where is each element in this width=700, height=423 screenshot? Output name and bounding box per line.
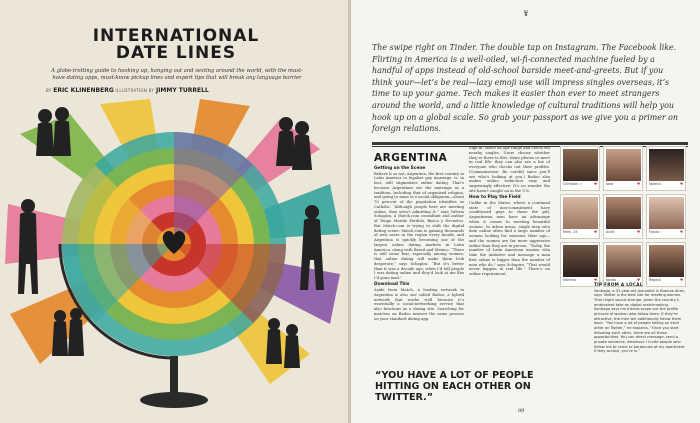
heart-icon: ♥ <box>593 182 597 186</box>
profile-card[interactable] <box>646 242 686 287</box>
heart-icon: ♥ <box>593 230 597 234</box>
subhead-download-this: Download This <box>374 282 410 288</box>
profile-card[interactable] <box>603 194 643 239</box>
heart-icon: ♥ <box>679 278 683 282</box>
heart-icon: ♥ <box>593 278 597 282</box>
page-number: 89 <box>518 408 525 414</box>
profile-name: Regina <box>649 278 661 282</box>
profile-name: Flavia <box>649 230 659 234</box>
tip-title: TIP FROM A LOCAL <box>594 282 643 287</box>
profile-name: Martina <box>563 278 576 282</box>
body-paragraph: Aside from Match, a leading network in Argentina is also one called Badoo, a hybrid network that works well because it’s essentially a social-networking service that also functions as a dating site. Searching for matches on Badoo mirrors the same process on your standard dating app. <box>374 288 464 321</box>
profile-name: Valeria <box>649 182 661 186</box>
profile-card[interactable] <box>560 146 600 191</box>
profile-photo <box>606 197 641 229</box>
heart-icon: ♥ <box>636 182 640 186</box>
tip-sidebar <box>594 283 686 354</box>
profile-card[interactable] <box>603 146 643 191</box>
profile-name: Iana <box>606 182 614 186</box>
country-heading: ARGENTINA <box>374 152 448 164</box>
heart-icon: ♥ <box>636 278 640 282</box>
body-column-2 <box>469 146 550 278</box>
profile-photo <box>563 245 598 277</box>
profile-card[interactable] <box>646 146 686 191</box>
subhead-getting-on-scene: Getting on the Scene <box>374 165 426 171</box>
globe-illustration <box>0 94 348 423</box>
title-line-2: DATE LINES <box>115 43 237 63</box>
heart-icon: ♥ <box>679 182 683 186</box>
title-line-1: INTERNATIONAL <box>92 26 260 46</box>
section-rule <box>372 142 688 145</box>
profile-card[interactable] <box>646 194 686 239</box>
profile-card[interactable] <box>560 194 600 239</box>
heart-icon: ♥ <box>636 230 640 234</box>
article-deck: A globe-trotting guide to hooking up, hanging out and sexting around the world, with the must-have dating apps, must-know pickup lines and expert tips that will break any language barrier <box>51 68 303 81</box>
illustration-credit: ILLUSTRATION BY <box>115 88 155 93</box>
profile-photo <box>649 197 684 229</box>
profile-photo <box>563 149 598 181</box>
intro-paragraph: The swipe right on Tinder. The double tap on Instagram. The Facebook like. Flirting in America is a well-oiled, wi-fi-connected machine fueled by a handful of apps instead of old-school barside meet-and-greets. But if you think your—let’s be real—lazy emoji use will impress singles overseas, it’s time to up your game. Tech makes it easier than ever to meet strangers around the world, and a little knowledge of cultural traditions will help you hook up on a global scale. So grab your passport as we give you a primer on foreign relations. <box>372 43 679 134</box>
profile-photo <box>563 197 598 229</box>
profile-grid <box>560 146 686 288</box>
profile-photo <box>606 149 641 181</box>
byline <box>46 87 308 94</box>
tip-text: Santiago, a 32-year-old journalist in Buenos Aires, says Twitter is the best site for meeting women. That might sound strange, given the country’s ambivalent take on digital matchmaking. Santiago says his friends scope out the profile pictures of women who follow them. If they’re attractive, the men will additionally follow them back. “You have a lot of people hitting on each other on Twitter,” he explains. “Once you start following each other, there are all these opportunities. You can direct message, send a private sentence, whatever. I invite people who follow me to come to barbecues at my apartment if they accept, you’re in.” <box>594 288 685 354</box>
profile-name: Nadia <box>606 278 616 282</box>
heart-icon: ♥ <box>679 230 683 234</box>
body-paragraph: Unlike in the States, where a continual state of non-commitment have conditioned guys to chase the girl, Argentinean men have an advantage when it comes to meeting beautiful women. In urban areas, single men who date online often find a large number of women looking for someone their age—and the women are far more aggressive online than they are in person. “Today, the number of Latin American women who take the initiative and message a man first online is bigger than the number of men who do,” says Schapira. “That would never happen in real life.” There’s no online requirement. <box>469 200 550 277</box>
body-column-1 <box>374 165 464 323</box>
body-paragraph: Believe it or not, Argentina, the first country in Latin America to legalize gay marriage, is, in fact, still stigmatizes online dating. That’s because Argentines see the marriage as a tradition, including that of organized religion, and going to mass is a social obligation—about 70 percent of the population identifies as Catholic. “Although people here are meeting online, they aren’t admitting it,” says Valeria Schapira, a Match.com consultant and author of Tengo Marido Perdido, Busco y Devuelvo. But Match.com is trying to shift the digital dating scene: Match.com is gaining thousands of new users in the region every month, and Argentina is quickly becoming one of the largest online dating markets in Latin America, along with Brazil and Mexico. “There is still some fear, especially among women, that online dating will make them look desperate,” says Schapira. “But it’s better than it was a decade ago, when I’d tell people I was dating online and they’d look at me like I’d gone mad.” <box>374 171 464 281</box>
top-folio: ¥ <box>523 10 529 18</box>
profile-name: Christian ✓ <box>563 182 583 186</box>
pull-quote: “YOU HAVE A LOT OF PEOPLE HITTING ON EACH OTHER ON TWITTER.” <box>375 370 534 403</box>
profile-card[interactable] <box>603 242 643 287</box>
byline-by: BY <box>46 88 52 93</box>
left-page <box>0 0 348 423</box>
profile-name: Mimi, 25 <box>563 230 578 234</box>
profile-card[interactable] <box>560 242 600 287</box>
profile-photo <box>649 149 684 181</box>
profile-photo <box>649 245 684 277</box>
profile-photo <box>606 245 641 277</box>
illustrator-name: JIMMY TURRELL <box>155 87 209 94</box>
subhead-play-the-field: How to Play the Field <box>469 194 521 200</box>
article-title <box>36 28 316 62</box>
profile-name: Aneli <box>606 230 615 234</box>
body-paragraph: Sign in, select an age range and check out nearby singles. Users choose whether they’re there to flirt, share photos or meet in real life: they can also see a list of everyone who checks out their profiles. (Commonsense: Be careful since you’ll see who’s looking at you.) Badoo also makes online seduction easy and surprisingly effective: It’s no wonder the site hasn’t caught on in the U.S. <box>469 146 551 193</box>
author-name: ERIC KLINENBERG <box>53 87 114 94</box>
